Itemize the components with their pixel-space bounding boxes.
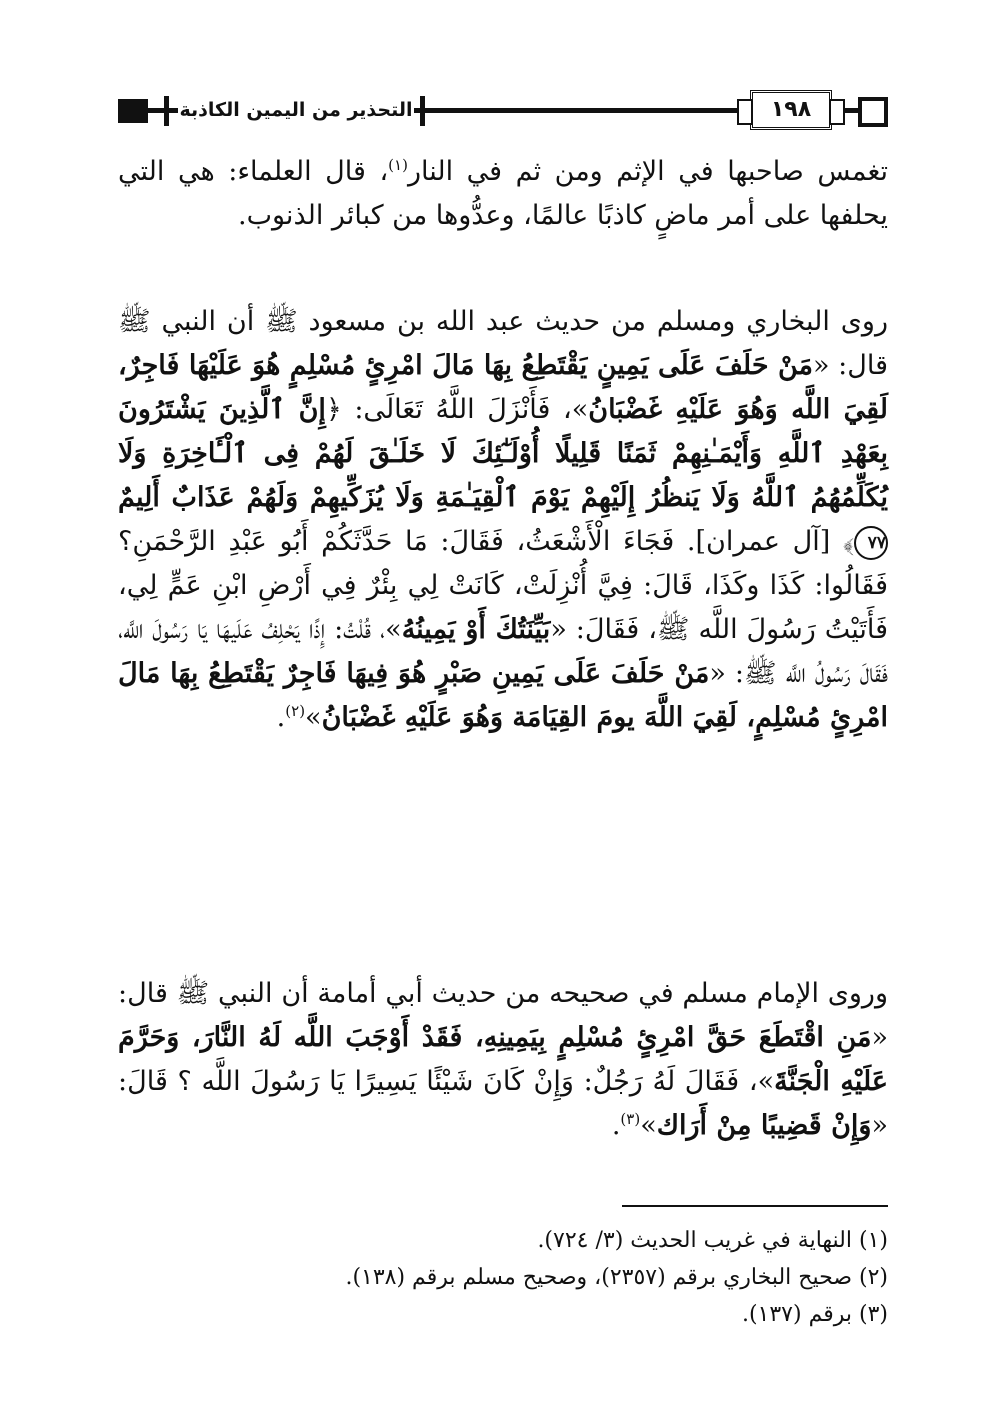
paragraph-text: وروى الإمام مسلم في صحيحه من حديث أبي أمامة أن النبي ﷺ قال: « <box>118 978 888 1053</box>
quote-mark: » <box>305 702 322 733</box>
footnote-ref: (١) <box>388 156 408 174</box>
footnote-ref: (٣) <box>620 1110 641 1128</box>
header-ornament-right <box>858 97 888 127</box>
hadith-text: وَإِنْ قَضِيبًا مِنْ أَرَاك <box>656 1110 872 1141</box>
paragraph-3 <box>118 972 888 1148</box>
footnote: (١) النهاية في غريب الحديث (٣/ ٧٢٤). <box>537 1228 888 1253</box>
hadith-text: بَيِّنَتُكَ أَوْ يَمِينُهُ <box>401 614 551 645</box>
paragraph-text: روى البخاري ومسلم من حديث عبد الله بن مسعود ﷺ أن النبي ﷺ قال: « <box>118 306 888 381</box>
quran-verse: إِنَّ ٱلَّذِينَ يَشْتَرُونَ بِعَهْدِ ٱللَّهِ وَأَيْمَـٰنِهِمْ ثَمَنًا قَلِيلًا أُوْلَـٰٓئِكَ لَا خَلَـٰقَ لَهُمْ فِى ٱلْـَٔاخِرَةِ وَلَا يُكَلِّمُهُمُ ٱللَّهُ وَلَا يَنظُرُ إِلَيْهِمْ يَوْمَ ٱلْقِيَـٰمَةِ وَلَا يُزَكِّيهِمْ وَلَهُمْ عَذَابٌ أَلِيمٌ <box>118 394 888 513</box>
paragraph-1 <box>118 150 888 238</box>
ayah-number-marker: ٧٧ <box>854 526 888 560</box>
header-ornament-tick <box>420 96 425 126</box>
footnotes <box>118 1222 888 1333</box>
paragraph-text: ﴾ [آل عمران]. فَجَاءَ الْأَشْعَثُ، فَقَالَ: مَا حَدَّثَكُمْ أَبُو عَبْدِ الرَّحْمَنِ؟ فَقَالُوا: كَذَا وكَذَا، قَالَ: فِيَّ أُنْزِلَتْ، كَانَتْ لِي بِئْرٌ فِي أَرْضِ ابْنِ عَمٍّ لِي، فَأَتَيْتُ رَسُولَ اللَّه ﷺ، فَقَالَ: « <box>118 526 888 645</box>
page-header <box>118 88 888 132</box>
paragraph-text: »، قُلْتُ: إِذًا يَحْلِفُ عَلَيهَا يَا رَسُولَ اللَّه، فَقَالَ رَسُولُ اللَّه ﷺ: « <box>118 614 888 689</box>
paragraph-2 <box>118 300 888 740</box>
paragraph-text: ، قال العلماء: هي التي يحلفها على أمر ماضٍ كاذبًا عالمًا، وعدُّوها من كبائر الذنوب. <box>118 156 888 231</box>
paragraph-text: »، فَأَنْزَلَ اللَّهُ تَعَالَى: ﴿ <box>325 394 589 425</box>
footnote: (٣) برقم (١٣٧). <box>741 1302 888 1327</box>
hadith-text: مَنْ حَلَفَ عَلَى يَمِينٍ يَقْتَطِعُ بِهَا مَالَ امْرِئٍ مُسْلِمٍ هُوَ عَلَيْهَا فَاجِرٌ، لَقِيَ اللَّه وَهُوَ عَلَيْهِ غَضْبَانُ <box>118 350 888 425</box>
hadith-text: مَنْ حَلَفَ عَلَى يَمِينِ صَبْرٍ هُوَ فِيهَا فَاجِرٌ يَقْتَطِعُ بِهَا مَالَ امْرِئٍ مُسْلِمٍ، لَقِيَ اللَّهَ يومَ القِيَامَة وَهُوَ عَلَيْهِ غَضْبَانُ <box>118 658 888 733</box>
quote-mark: » <box>640 1110 657 1141</box>
header-ornament-tick <box>164 96 169 126</box>
footnote-separator <box>622 1205 888 1207</box>
footnote: (٢) صحيح البخاري برقم (٢٣٥٧)، وصحيح مسلم برقم (١٣٨). <box>345 1265 888 1290</box>
punctuation: . <box>276 702 286 733</box>
header-ornament-left <box>118 99 148 123</box>
paragraph-text: »، فَقَالَ لَهُ رَجُلٌ: وَإِنْ كَانَ شَيْئًا يَسِيرًا يَا رَسُولَ اللَّه ؟ قَالَ: « <box>118 1066 888 1141</box>
paragraph-text: تغمس صاحبها في الإثم ومن ثم في النار <box>407 156 888 187</box>
running-title: التحذير من اليمين الكاذبة <box>178 92 414 128</box>
footnote-ref: (٢) <box>285 702 306 720</box>
hadith-text: مَنِ اقْتَطَعَ حَقَّ امْرِئٍ مُسْلِمٍ بِيَمِينِهِ، فَقَدْ أَوْجَبَ اللَّه لَهُ النَّارَ، وَحَرَّمَ عَلَيْهِ الْجَنَّةَ <box>118 1022 888 1097</box>
punctuation: . <box>611 1110 621 1141</box>
page-number: ١٩٨ <box>750 90 832 130</box>
